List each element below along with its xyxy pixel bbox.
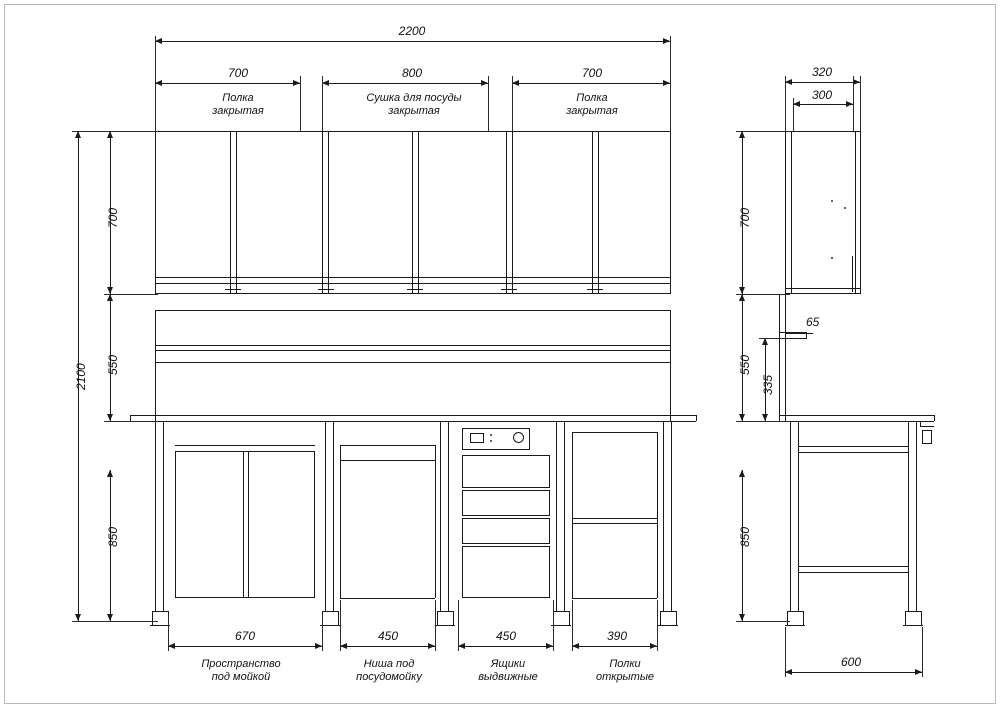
label-shelf-right (566, 92, 618, 118)
ext-line (300, 76, 301, 132)
side-rail-top2 (798, 452, 908, 453)
arrow-right (650, 643, 657, 649)
foot-2 (322, 611, 338, 612)
backsplash-right-edge (670, 310, 671, 421)
arrow-down (762, 414, 768, 421)
foot-3-base (435, 625, 455, 626)
arrow-left (168, 643, 175, 649)
ext-line (322, 76, 323, 132)
foot-2-base (320, 625, 340, 626)
arrow-up (75, 131, 81, 138)
upper-cabinets-body (155, 131, 671, 294)
leg-4-inner (564, 421, 565, 611)
ext-line (860, 76, 861, 131)
ext-line (104, 421, 158, 422)
arrow-up (739, 470, 745, 477)
sheet-border (4, 4, 996, 704)
arrow-down (107, 614, 113, 621)
sink-cabinet-top-rail (175, 445, 315, 446)
side-rail-bottom (798, 566, 908, 567)
ext-line (736, 621, 790, 622)
dim-line-sec2 (322, 83, 488, 84)
side-worktop-lip-edge (920, 421, 921, 426)
dim-lower-height: 850 (106, 526, 120, 547)
foot-1-base (150, 625, 170, 626)
foot-3-r (453, 611, 454, 625)
arrow-down (75, 614, 81, 621)
label-line1: Полки (609, 658, 641, 670)
label-line1: Ниша под (363, 658, 415, 670)
upper-divider-3b (418, 131, 419, 294)
arrow-left (572, 643, 579, 649)
foot-5-l (660, 611, 661, 625)
dim-backsplash-offset: 65 (806, 315, 820, 329)
leg-1-outer (155, 421, 156, 611)
upper-divider-1 (230, 131, 231, 294)
side-foot-back-l (787, 611, 788, 625)
edge-fitting (922, 430, 932, 444)
arrow-down (739, 414, 745, 421)
sink-door-divider-a (243, 451, 244, 598)
side-rail-top (798, 446, 908, 447)
upper-divider-5 (592, 131, 593, 294)
dim-section-width-2: 800 (401, 66, 423, 80)
foot-1-l (152, 611, 153, 625)
dim-middle-height: 550 (106, 354, 120, 375)
arrow-down (739, 614, 745, 621)
worktop-bottom (130, 421, 696, 422)
dim-line-sec1 (155, 83, 300, 84)
arrow-down (107, 287, 113, 294)
arrow-up (739, 131, 745, 138)
dim-line-bay3 (458, 646, 553, 647)
dim-bay-width-4: 390 (606, 629, 628, 643)
arrow-right (293, 80, 300, 86)
worktop-top (130, 415, 696, 416)
dim-line-65 (785, 333, 813, 334)
arrow-right (663, 38, 670, 44)
leg-2-outer (325, 421, 326, 611)
dim-bay-width-3: 450 (495, 629, 517, 643)
side-foot-front (905, 611, 921, 612)
arrow-left (458, 643, 465, 649)
arrow-right (315, 643, 322, 649)
side-foot-back-r (803, 611, 804, 625)
ext-line (322, 615, 323, 651)
drawer-1 (462, 455, 550, 488)
arrow-left (785, 79, 792, 85)
upper-divider-2 (322, 131, 323, 294)
arrow-up (107, 470, 113, 477)
open-shelf-top (572, 432, 657, 433)
dim-side-middle-inner: 335 (761, 374, 775, 395)
arrow-right (546, 643, 553, 649)
foot-1 (152, 611, 168, 612)
backsplash-left-edge (155, 310, 156, 421)
side-rail-bottom2 (798, 572, 908, 573)
microwave-icon (470, 433, 484, 443)
dim-line-bay1 (168, 646, 322, 647)
side-upper-front-line (855, 131, 856, 294)
open-shelf-bottom (572, 598, 657, 599)
arrow-right (846, 101, 853, 107)
backsplash-line-2 (155, 350, 671, 351)
arrow-left (512, 80, 519, 86)
label-shelf-left (212, 92, 264, 118)
dim-depth-outer: 320 (811, 65, 833, 79)
ext-line (488, 76, 489, 132)
side-leg-front-outer (908, 421, 909, 611)
ext-line (853, 76, 854, 131)
dim-bay-width-2: 450 (377, 629, 399, 643)
backsplash-line-1 (155, 345, 671, 346)
ext-line (512, 76, 513, 132)
label-drawers (478, 658, 538, 684)
side-foot-front-base (903, 625, 923, 626)
arrow-left (155, 80, 162, 86)
dishwasher-niche-line (340, 460, 435, 461)
arrow-right (915, 669, 922, 675)
handle-mark (225, 289, 241, 290)
arrow-up (107, 294, 113, 301)
dishwasher-niche-top (340, 445, 435, 446)
side-leg-back-outer (790, 421, 791, 611)
arrow-right (663, 80, 670, 86)
handle-mark (501, 289, 517, 290)
leg-1-inner (163, 421, 164, 611)
ext-line (670, 36, 671, 132)
arrow-up (739, 294, 745, 301)
arrow-left (785, 669, 792, 675)
side-foot-front-l (905, 611, 906, 625)
fixing-dot (831, 257, 833, 259)
arrow-down (739, 287, 745, 294)
open-shelf-mid (572, 518, 657, 519)
dim-bay-width-1: 670 (234, 629, 256, 643)
upper-divider-5b (598, 131, 599, 294)
label-line2: под мойкой (211, 671, 271, 683)
foot-2-r (338, 611, 339, 625)
dim-line-bay4 (572, 646, 657, 647)
side-upper-door-edge (852, 256, 853, 292)
ext-line (553, 600, 554, 651)
foot-4-r (569, 611, 570, 625)
side-worktop-front-edge (934, 415, 935, 421)
sink-door-divider-b (248, 451, 249, 598)
dim-upper-height: 700 (106, 207, 120, 228)
open-shelf-mid-2 (572, 523, 657, 524)
arrow-right (481, 80, 488, 86)
handle-mark (587, 289, 603, 290)
upper-divider-4b (512, 131, 513, 294)
label-line1: Полка (576, 92, 608, 104)
label-line1: Сушка для посуды (366, 92, 462, 104)
dim-line-base-depth (785, 672, 922, 673)
ext-line (736, 131, 790, 132)
side-leg-front-inner (916, 421, 917, 611)
indicator-dot (490, 434, 492, 436)
foot-4-base (551, 625, 571, 626)
side-foot-back (787, 611, 803, 612)
label-line2: посудомойку (356, 671, 422, 683)
upper-divider-3 (412, 131, 413, 294)
sink-cabinet-doors (175, 451, 315, 598)
dishwasher-niche-left (340, 445, 341, 598)
leg-5-inner (671, 421, 672, 611)
dim-overall-width: 2200 (398, 24, 426, 38)
indicator-dot (490, 440, 492, 442)
ext-line (793, 98, 794, 131)
arrow-up (762, 338, 768, 345)
label-line1: Полка (222, 92, 254, 104)
ext-line (657, 600, 658, 651)
dim-depth-inner: 300 (811, 88, 833, 102)
dishwasher-niche-bottom (340, 598, 435, 599)
side-upper-cabinet (785, 131, 861, 294)
arrow-right (853, 79, 860, 85)
dim-side-upper-height: 700 (738, 207, 752, 228)
arrow-left (793, 101, 800, 107)
upper-rail-bottom (155, 293, 671, 294)
side-upper-bottom-rail (785, 288, 861, 289)
leg-5-outer (663, 421, 664, 611)
worktop-right-edge (696, 415, 697, 421)
upper-rail-mid (155, 283, 671, 284)
label-line2: закрытая (566, 105, 618, 117)
dim-line-depth-inner (793, 104, 853, 105)
backsplash-top (155, 310, 671, 311)
leg-4-outer (556, 421, 557, 611)
arrow-left (340, 643, 347, 649)
open-shelf-right (657, 432, 658, 598)
arrow-left (155, 38, 162, 44)
dim-total-height: 2100 (74, 363, 88, 390)
label-line1: Ящики (490, 658, 526, 670)
ext-line (785, 76, 786, 131)
backsplash-line-3 (155, 362, 671, 363)
ext-line (736, 421, 790, 422)
foot-5 (660, 611, 676, 612)
dim-section-width-3: 700 (581, 66, 603, 80)
ext-line (759, 338, 783, 339)
label-line2: закрытая (388, 105, 440, 117)
side-worktop-top (779, 415, 934, 416)
foot-5-r (676, 611, 677, 625)
side-foot-back-base (785, 625, 805, 626)
side-ledge-bottom (779, 338, 807, 339)
dim-line-sec3 (512, 83, 670, 84)
dim-side-middle-height: 550 (738, 354, 752, 375)
drawer-2 (462, 490, 550, 516)
upper-divider-1b (236, 131, 237, 294)
foot-3 (437, 611, 453, 612)
handle-mark (407, 289, 423, 290)
side-backsplash-line-1 (779, 294, 780, 421)
fixing-dot (844, 207, 846, 209)
handle-mark (318, 289, 334, 290)
side-backsplash-line-2 (785, 294, 786, 421)
leg-3-inner (448, 421, 449, 611)
dim-line-bay2 (340, 646, 435, 647)
label-dish-dryer (366, 92, 461, 118)
drawer-3 (462, 518, 550, 544)
arrow-left (322, 80, 329, 86)
arrow-right (428, 643, 435, 649)
arrow-up (107, 131, 113, 138)
open-shelf-left (572, 432, 573, 598)
side-leg-back-inner (798, 421, 799, 611)
side-worktop-lip (920, 426, 934, 427)
label-under-sink (201, 658, 280, 684)
fixing-dot (831, 200, 833, 202)
upper-rail-top (155, 277, 671, 278)
foot-3-l (437, 611, 438, 625)
foot-5-base (658, 625, 678, 626)
label-line1: Пространство (201, 658, 281, 670)
dim-section-width-1: 700 (227, 66, 249, 80)
label-line2: открытые (595, 671, 655, 683)
knob-icon (513, 432, 524, 443)
label-line2: выдвижные (478, 671, 538, 683)
foot-4 (553, 611, 569, 612)
label-open-shelves (596, 658, 654, 684)
ext-line (72, 621, 158, 622)
side-foot-front-r (921, 611, 922, 625)
ext-line (435, 600, 436, 651)
label-line2: закрытая (212, 105, 264, 117)
dim-base-depth: 600 (840, 655, 862, 669)
dim-side-lower-height: 850 (738, 526, 752, 547)
upper-divider-2b (328, 131, 329, 294)
arrow-down (107, 414, 113, 421)
side-worktop-bottom (779, 421, 934, 422)
label-dishwasher-niche (356, 658, 422, 684)
leg-2-inner (333, 421, 334, 611)
dishwasher-niche-right (435, 445, 436, 598)
ext-line (104, 131, 158, 132)
drawer-4 (462, 546, 550, 598)
dim-line-overall-width (155, 41, 670, 42)
ext-line (922, 627, 923, 677)
dim-line-depth-outer (785, 82, 860, 83)
side-upper-inner-line (791, 131, 792, 294)
leg-3-outer (440, 421, 441, 611)
upper-divider-4 (506, 131, 507, 294)
